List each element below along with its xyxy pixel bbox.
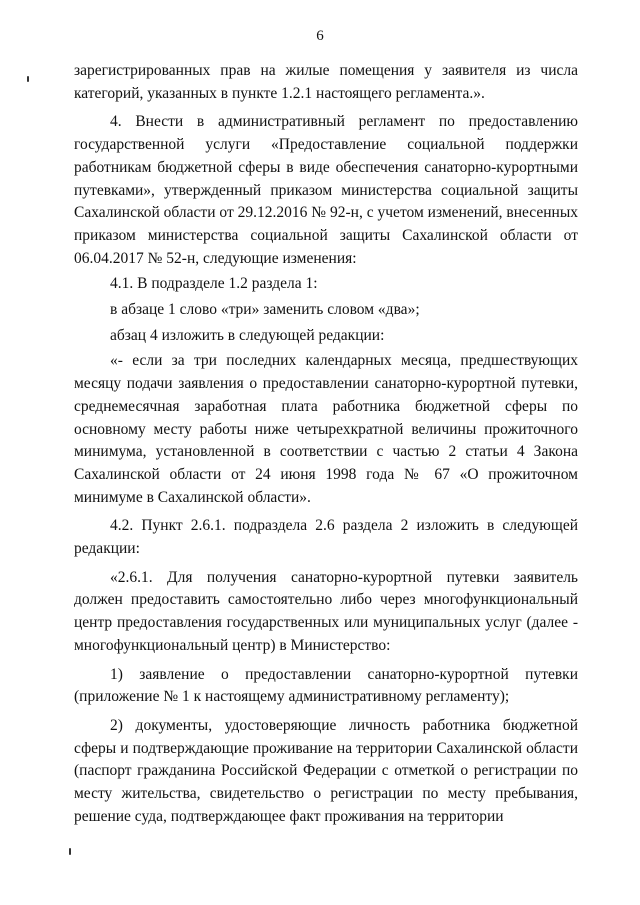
paragraph-amendment-abzats-1: в абзаце 1 слово «три» заменить словом «два»;	[110, 301, 420, 319]
paragraph-item-4-2: 4.2. Пункт 2.6.1. подраздела 2.6 раздела 2 изложить в следующей редакции:	[74, 517, 578, 558]
paragraph-quoted-2-6-1: «2.6.1. Для получения санаторно-курортной путевки заявитель должен предоставить самостоятельно либо через многофункциональный центр предоставления государственных или муниципальных услуг (далее - многофункциональный центр) в Министерство:	[74, 568, 578, 654]
paragraph-continuation: зарегистрированных прав на жилые помещения у заявителя из числа категорий, указанных в пункте 1.2.1 настоящего регламента.».	[74, 62, 578, 102]
paragraph-amendment-abzats-4: абзац 4 изложить в следующей редакции:	[110, 326, 385, 344]
scan-mark	[27, 76, 29, 82]
page-number: 6	[316, 28, 324, 44]
paragraph-item-4-1: 4.1. В подразделе 1.2 раздела 1:	[110, 275, 318, 293]
list-item-1: 1) заявление о предоставлении санаторно-курортной путевки (приложение № 1 к настоящему административному регламенту);	[74, 665, 578, 706]
paragraph-quoted-condition: «- если за три последних календарных месяца, предшествующих месяцу подачи заявления о предоставлении санаторно-курортной путевки, среднемесячная заработная плата работника бюджетной сферы по основному месту работы ниже четырехкратной величины прожиточного минимума, установленной в соответствии с частью 2 статьи 4 Закона Сахалинской области от 24 июня 1998 года № 67 «О прожиточном минимуме в Сахалинской области».	[74, 352, 578, 506]
document-body	[74, 60, 578, 829]
paragraph-item-4: 4. Внести в административный регламент по предоставлению государственной услуги «Предоставление социальной поддержки работникам бюджетной сферы в виде обеспечения санаторно-курортными путевками», утвержденный приказом министерства социальной защиты Сахалинской области от 29.12.2016 № 92-н, с учетом изменений, внесенных приказом министерства социальной защиты Сахалинской области от 06.04.2017 № 52-н, следующие изменения:	[74, 113, 578, 267]
list-item-2: 2) документы, удостоверяющие личность работника бюджетной сферы и подтверждающие проживание на территории Сахалинской области (паспорт гражданина Российской Федерации с отметкой о регистрации по месту жительства, свидетельство о регистрации по месту пребывания, решение суда, подтверждающее факт проживания на территории	[74, 716, 578, 825]
scan-mark	[69, 848, 71, 855]
